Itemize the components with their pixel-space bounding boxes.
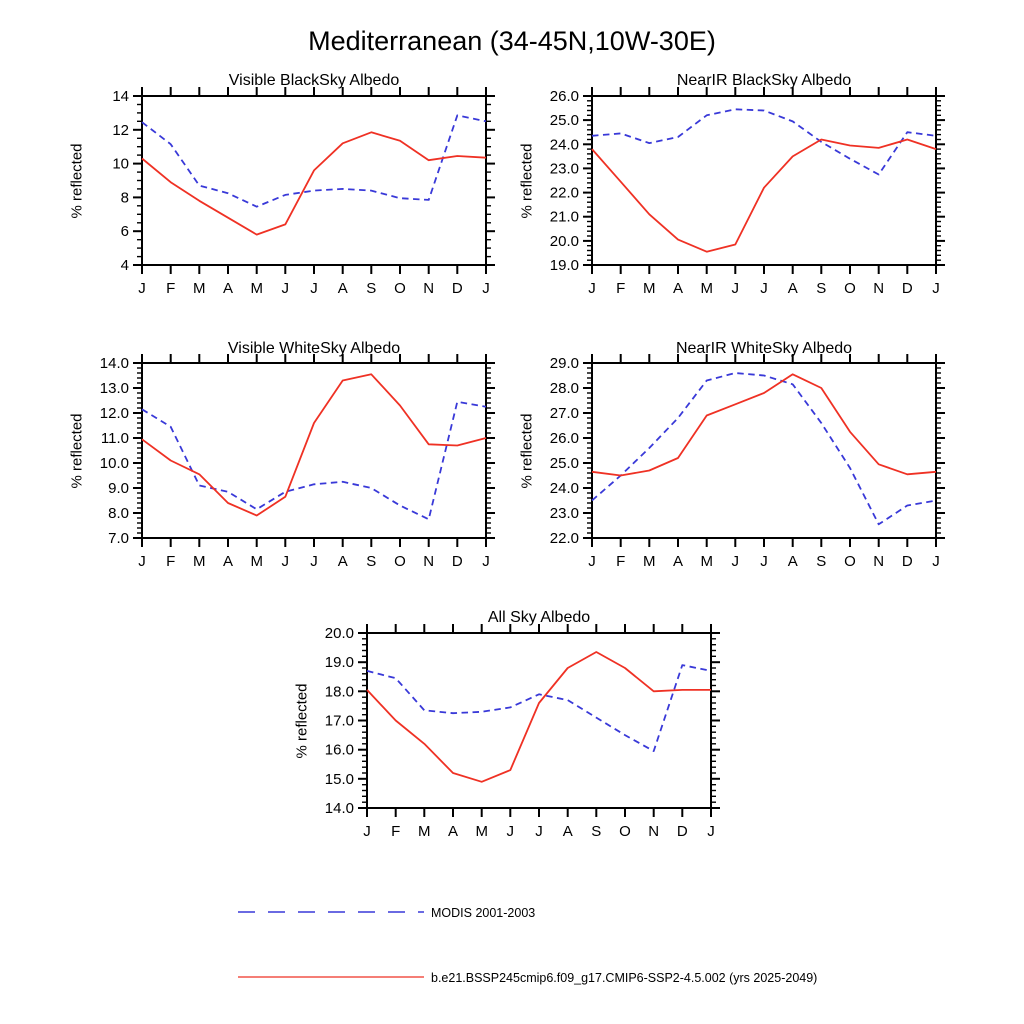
modis-dashed-line-swatch	[238, 906, 424, 918]
y-axis-label: % reflected	[518, 413, 536, 489]
month-label: J	[760, 553, 768, 570]
month-label: J	[932, 280, 940, 297]
y-tick-label: 16.0	[324, 741, 354, 759]
y-tick-label: 25.0	[549, 112, 579, 130]
modis-series-line	[142, 115, 486, 206]
month-label: A	[562, 823, 573, 840]
month-label: A	[672, 553, 684, 570]
month-label: O	[844, 280, 856, 297]
month-label: M	[418, 823, 431, 840]
month-label: D	[901, 280, 913, 297]
month-label: S	[816, 280, 827, 297]
y-tick-label: 29.0	[549, 355, 579, 372]
month-label: J	[281, 280, 290, 297]
y-tick-label: 11.0	[100, 430, 129, 447]
month-label: N	[873, 553, 885, 570]
chart-title-visible-whitesky: Visible WhiteSky Albedo	[227, 340, 401, 357]
chart-frame	[142, 363, 486, 538]
month-label: J	[138, 280, 146, 297]
month-label: M	[643, 553, 656, 570]
y-tick-label: 15.0	[324, 770, 354, 788]
month-label: D	[676, 823, 688, 840]
y-tick-label: 24.0	[549, 480, 579, 497]
month-label: J	[588, 280, 596, 297]
month-label: D	[451, 280, 463, 297]
month-label: S	[366, 553, 377, 570]
month-label: O	[619, 823, 631, 840]
month-label: M	[193, 280, 206, 297]
y-axis-label: % reflected	[518, 143, 536, 219]
model-series-line	[592, 140, 936, 252]
month-label: J	[588, 553, 596, 570]
chart-frame	[592, 96, 936, 265]
month-label: J	[731, 280, 740, 297]
y-tick-label: 14	[112, 88, 129, 105]
month-label: N	[873, 280, 885, 297]
month-label: J	[482, 553, 490, 570]
month-label: M	[475, 823, 488, 840]
month-label: M	[700, 553, 713, 570]
y-tick-label: 14.0	[324, 800, 354, 817]
month-label: O	[394, 553, 406, 570]
month-label: S	[816, 553, 827, 570]
chart-frame	[592, 363, 936, 538]
y-tick-label: 24.0	[549, 136, 579, 154]
y-tick-label: 10.0	[99, 455, 129, 472]
month-label: J	[138, 553, 146, 570]
month-label: A	[672, 280, 684, 297]
y-tick-label: 10	[112, 155, 129, 173]
month-label: J	[310, 553, 318, 570]
month-label: M	[193, 553, 206, 570]
legend-label-modis: MODIS 2001-2003	[431, 906, 536, 920]
month-label: F	[166, 280, 176, 297]
y-tick-label: 17.0	[324, 712, 354, 730]
month-label: A	[222, 553, 234, 570]
month-label: J	[363, 823, 371, 840]
month-label: F	[616, 553, 626, 570]
y-tick-label: 8	[120, 189, 129, 207]
month-label: D	[451, 553, 463, 570]
month-label: J	[760, 280, 768, 297]
month-label: A	[222, 280, 234, 297]
chart-title-nearir-whitesky: NearIR WhiteSky Albedo	[675, 340, 853, 357]
y-tick-label: 14.0	[99, 355, 129, 372]
month-label: N	[423, 280, 435, 297]
y-tick-label: 26.0	[549, 430, 579, 447]
y-tick-label: 27.0	[549, 405, 579, 422]
y-tick-label: 23.0	[549, 505, 579, 522]
month-label: N	[648, 823, 660, 840]
y-tick-label: 8.0	[108, 505, 129, 522]
modis-series-line	[592, 373, 936, 524]
month-label: J	[707, 823, 715, 840]
month-label: J	[310, 280, 318, 297]
y-tick-label: 6	[120, 223, 129, 241]
y-tick-label: 4	[120, 257, 129, 274]
month-label: O	[394, 280, 406, 297]
y-tick-label: 7.0	[108, 530, 129, 547]
month-label: J	[535, 823, 543, 840]
month-label: M	[700, 280, 713, 297]
modis-series-line	[142, 402, 486, 520]
y-tick-label: 26.0	[549, 88, 579, 105]
month-label: S	[591, 823, 602, 840]
y-axis-label: % reflected	[293, 683, 311, 759]
month-label: J	[506, 823, 515, 840]
model-solid-line-swatch	[238, 971, 424, 983]
month-label: J	[482, 280, 490, 297]
chart-frame	[367, 633, 711, 808]
y-tick-label: 21.0	[549, 208, 579, 226]
month-label: J	[731, 553, 740, 570]
month-label: A	[337, 280, 348, 297]
y-tick-label: 9.0	[108, 480, 129, 497]
y-tick-label: 22.0	[549, 184, 579, 202]
month-label: M	[250, 280, 263, 297]
y-tick-label: 20.0	[324, 625, 354, 642]
month-label: M	[250, 553, 263, 570]
y-tick-label: 18.0	[324, 683, 354, 701]
model-series-line	[367, 652, 711, 782]
month-label: M	[643, 280, 656, 297]
figure-title: Mediterranean (34-45N,10W-30E)	[308, 26, 716, 56]
month-label: J	[932, 553, 940, 570]
y-tick-label: 19.0	[549, 257, 579, 274]
model-series-line	[592, 374, 936, 475]
legend-label-model: b.e21.BSSP245cmip6.f09_g17.CMIP6-SSP2-4.5.002 (yrs 2025-2049)	[431, 971, 818, 985]
y-tick-label: 28.0	[549, 380, 579, 397]
month-label: N	[423, 553, 435, 570]
month-label: A	[787, 553, 798, 570]
month-label: A	[337, 553, 348, 570]
month-label: F	[391, 823, 401, 840]
chart-title-nearir-blacksky: NearIR BlackSky Albedo	[676, 72, 852, 89]
month-label: F	[166, 553, 176, 570]
y-axis-label: % reflected	[68, 143, 86, 219]
y-tick-label: 20.0	[549, 232, 579, 250]
month-label: A	[447, 823, 459, 840]
y-axis-label: % reflected	[68, 413, 86, 489]
chart-title-visible-blacksky: Visible BlackSky Albedo	[228, 72, 400, 89]
y-tick-label: 13.0	[99, 380, 129, 397]
y-tick-label: 25.0	[549, 455, 579, 472]
y-tick-label: 12.0	[99, 405, 129, 422]
month-label: S	[366, 280, 377, 297]
y-tick-label: 22.0	[549, 530, 579, 547]
y-tick-label: 23.0	[549, 160, 579, 178]
month-label: F	[616, 280, 626, 297]
month-label: D	[901, 553, 913, 570]
y-tick-label: 12	[112, 121, 129, 139]
modis-series-line	[592, 109, 936, 174]
chart-title-allsky: All Sky Albedo	[487, 609, 591, 626]
month-label: O	[844, 553, 856, 570]
month-label: A	[787, 280, 798, 297]
y-tick-label: 19.0	[324, 654, 354, 672]
month-label: J	[281, 553, 290, 570]
